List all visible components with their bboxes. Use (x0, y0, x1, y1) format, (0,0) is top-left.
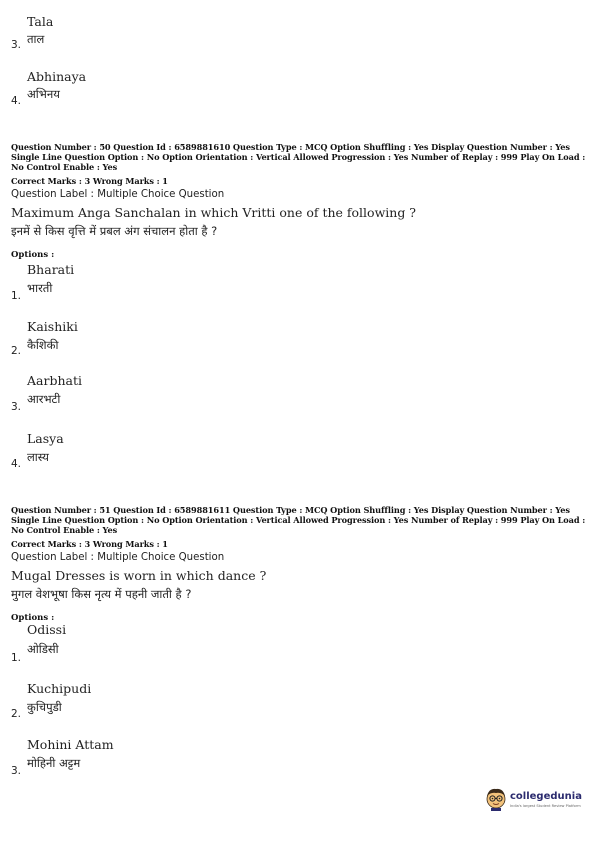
q50-option-4-english: Lasya (27, 431, 64, 446)
q50-option-1-hindi: भारती (27, 281, 53, 295)
q50-option-2-hindi: कैशिकी (27, 338, 59, 352)
option-4-english: Abhinaya (27, 69, 87, 84)
option-3-hindi: ताल (27, 32, 45, 46)
q50-option-3-english: Aarbhati (27, 373, 82, 388)
question-50-meta-line-3: No Control Enable : Yes (11, 162, 118, 172)
q50-option-3-number: 3. (11, 401, 22, 413)
q51-option-1-english: Odissi (27, 622, 67, 637)
q51-option-2-hindi: कुचिपुडी (27, 700, 62, 714)
question-50-meta-line-2: Single Line Question Option : No Option Orientation : Vertical Allowed Progression : Yes Number of Replay : 999 Play On Load : (11, 152, 586, 162)
option-4-hindi: अभिनय (27, 87, 60, 101)
question-51-text-english: Mugal Dresses is worn in which dance ? (11, 568, 267, 583)
q51-option-3-number: 3. (11, 765, 22, 777)
q51-option-3-hindi: मोहिनी अट्टम (27, 756, 81, 770)
q50-option-4-number: 4. (11, 458, 22, 470)
logo-tagline: India's largest Student Review Platform (510, 804, 581, 808)
q51-option-2-english: Kuchipudi (27, 681, 92, 696)
option-4-number: 4. (11, 95, 22, 107)
question-50-meta-line-1: Question Number : 50 Question Id : 6589881610 Question Type : MCQ Option Shuffling : Yes Display Question Number : Yes (11, 142, 570, 152)
question-50-marks: Correct Marks : 3 Wrong Marks : 1 (11, 176, 168, 186)
question-50-label: Question Label : Multiple Choice Question (11, 189, 225, 200)
q50-option-2-english: Kaishiki (27, 319, 78, 334)
q50-option-4-hindi: लास्य (27, 450, 49, 464)
option-3-english: Tala (27, 14, 54, 29)
question-51-marks: Correct Marks : 3 Wrong Marks : 1 (11, 539, 168, 549)
q51-option-2-number: 2. (11, 708, 22, 720)
q51-option-1-number: 1. (11, 652, 22, 664)
collegedunia-logo (483, 785, 583, 815)
q51-option-1-hindi: ओडिसी (27, 642, 59, 656)
option-3-number: 3. (11, 39, 22, 51)
question-51-label: Question Label : Multiple Choice Question (11, 552, 225, 563)
question-50-text-english: Maximum Anga Sanchalan in which Vritti one of the following ? (11, 205, 417, 220)
question-50-text-hindi: इनमें से किस वृत्ति में प्रबल अंग संचालन होता है ? (11, 224, 218, 238)
q50-option-1-english: Bharati (27, 262, 75, 277)
question-50-options-heading: Options : (11, 250, 55, 260)
q50-option-3-hindi: आरभटी (27, 392, 61, 406)
question-51-options-heading: Options : (11, 613, 55, 623)
q50-option-1-number: 1. (11, 290, 22, 302)
question-51-meta-line-1: Question Number : 51 Question Id : 6589881611 Question Type : MCQ Option Shuffling : Yes Display Question Number : Yes (11, 505, 570, 515)
student-mascot-icon (483, 785, 509, 815)
question-51-meta-line-3: No Control Enable : Yes (11, 525, 118, 535)
q51-option-3-english: Mohini Attam (27, 737, 114, 752)
question-51-text-hindi: मुगल वेशभूषा किस नृत्य में पहनी जाती है ? (11, 587, 192, 601)
logo-wordmark: collegedunia (510, 791, 582, 802)
q50-option-2-number: 2. (11, 345, 22, 357)
question-51-meta-line-2: Single Line Question Option : No Option Orientation : Vertical Allowed Progression : Yes Number of Replay : 999 Play On Load : (11, 515, 586, 525)
